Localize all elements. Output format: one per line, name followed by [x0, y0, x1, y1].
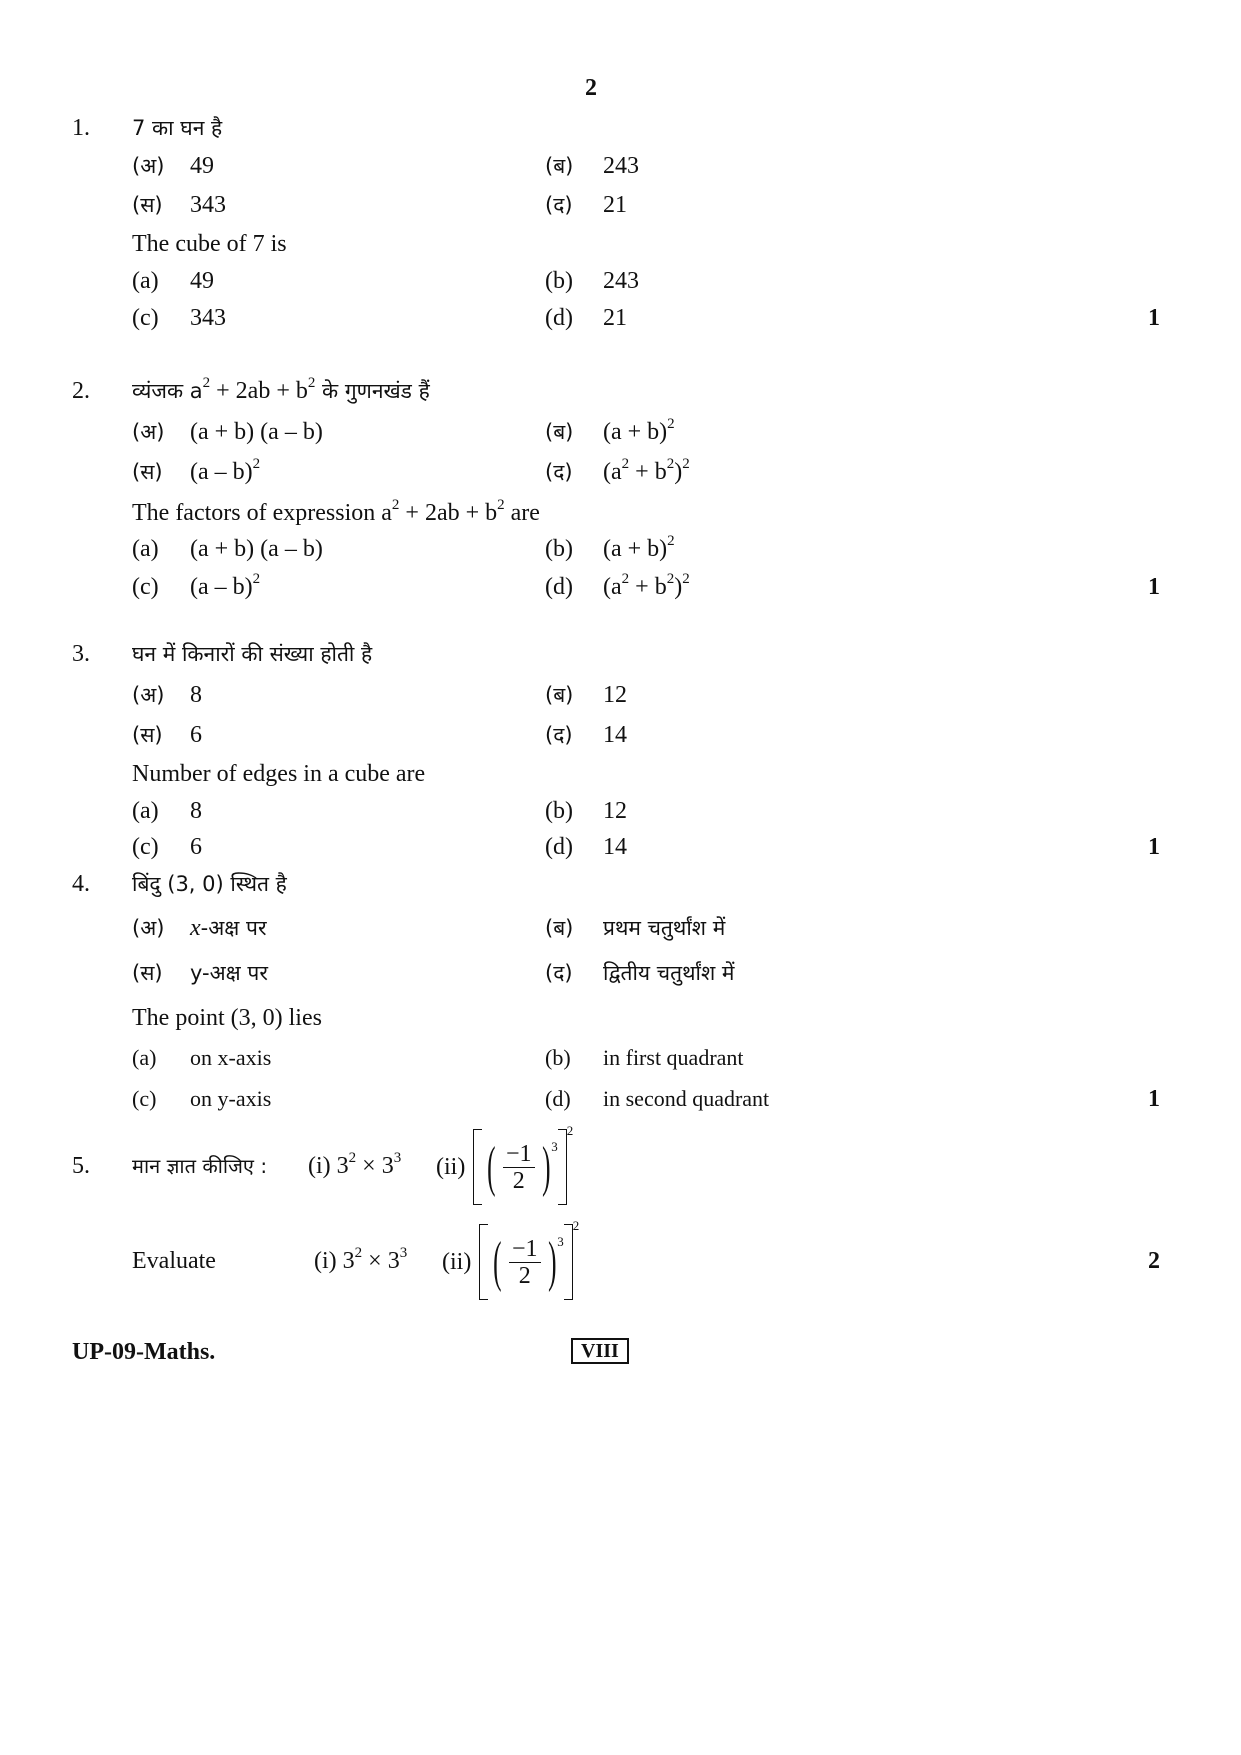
option-text: 21	[603, 192, 627, 218]
option-text: 21	[603, 305, 627, 331]
option-text: (a – b)$^2$	[190, 571, 261, 600]
option-label: (b)	[545, 268, 573, 294]
option-text: (a + b) (a – b)	[190, 419, 323, 445]
question-text-hindi: व्यंजक $a^2 + 2ab + b^2$ के गुणनखंड हैं	[132, 375, 430, 404]
part-i-expression: (i) $3^2 \times 3^3$	[308, 1150, 402, 1179]
marks: 1	[1148, 1086, 1160, 1112]
option-label: (c)	[132, 574, 159, 600]
option-text: 8	[190, 798, 202, 824]
question-text-hindi: बिंदु (3, 0) स्थित है	[132, 872, 287, 896]
left-bracket	[473, 1129, 482, 1205]
option-label: (d)	[545, 305, 573, 331]
marks: 1	[1148, 574, 1160, 600]
option-text: (a – b)$^2$	[190, 456, 261, 485]
option-text: 243	[603, 153, 639, 179]
option-label: (d)	[545, 834, 573, 860]
option-label: (द)	[545, 961, 573, 985]
option-text: x-अक्ष पर	[190, 915, 267, 941]
option-text: on x-axis	[190, 1045, 272, 1070]
option-label: (ब)	[545, 916, 574, 940]
question-number: 5.	[72, 1153, 90, 1179]
option-label: (a)	[132, 798, 159, 824]
option-label: (द)	[545, 723, 573, 747]
option-text: प्रथम चतुर्थांश में	[603, 916, 726, 940]
question-number: 3.	[72, 641, 90, 667]
option-label: (स)	[132, 193, 163, 217]
question-number: 1.	[72, 115, 90, 141]
fraction: $\frac{-1}{2}$	[503, 1141, 535, 1194]
marks: 2	[1148, 1248, 1160, 1274]
option-label: (a)	[132, 268, 159, 294]
option-text: 12	[603, 682, 627, 708]
left-paren: (	[493, 1231, 502, 1293]
option-label: (b)	[545, 798, 573, 824]
option-text: $(a^2 + b^2)^2$	[603, 571, 690, 600]
marks: 1	[1148, 834, 1160, 860]
option-text: in second quadrant	[603, 1086, 770, 1111]
left-paren: (	[487, 1136, 496, 1198]
marks: 1	[1148, 305, 1160, 331]
question-text-hindi: 7 का घन है	[132, 116, 223, 140]
option-text: 6	[190, 834, 202, 860]
question-text-english: Number of edges in a cube are	[132, 761, 426, 787]
question-text-english: Evaluate	[132, 1248, 216, 1274]
right-paren: )	[541, 1136, 551, 1198]
question-text-english: The cube of 7 is	[132, 231, 287, 257]
option-label: (c)	[132, 1086, 157, 1111]
option-text: 12	[603, 798, 627, 824]
option-label: (c)	[132, 834, 159, 860]
option-label: (ब)	[545, 420, 574, 444]
right-paren: )	[547, 1231, 557, 1293]
option-label: (ब)	[545, 154, 574, 178]
option-text: 49	[190, 153, 214, 179]
option-text: 49	[190, 268, 214, 294]
option-text: in first quadrant	[603, 1045, 744, 1070]
option-label: (a)	[132, 536, 159, 562]
option-label: (d)	[545, 1086, 571, 1111]
page-number: 2	[585, 75, 597, 101]
option-label: (ब)	[545, 683, 574, 707]
fraction: $\frac{-1}{2}$	[509, 1236, 541, 1289]
option-label: (स)	[132, 961, 163, 985]
option-label: (a)	[132, 1045, 157, 1070]
option-text: $(a^2 + b^2)^2$	[603, 456, 690, 485]
option-label: (अ)	[132, 683, 165, 707]
paper-code: UP-09-Maths.	[72, 1339, 216, 1365]
option-label: (स)	[132, 460, 163, 484]
option-label: (b)	[545, 536, 573, 562]
option-text: $(a + b)^2$	[603, 533, 675, 562]
option-label: (द)	[545, 193, 573, 217]
option-text: $(a + b)^2$	[603, 416, 675, 445]
option-text: on y-axis	[190, 1086, 272, 1111]
option-label: (b)	[545, 1045, 571, 1070]
question-text-hindi: मान ज्ञात कीजिए :	[132, 1154, 268, 1178]
question-text-english: The factors of expression $a^2 + 2ab + b^2$ are	[132, 497, 540, 526]
question-text-hindi: घन में किनारों की संख्या होती है	[132, 642, 373, 666]
right-bracket	[564, 1224, 573, 1300]
option-text: y-अक्ष पर	[190, 961, 268, 985]
class-badge: VIII	[571, 1338, 629, 1364]
part-i-expression: (i) $3^2 \times 3^3$	[314, 1245, 408, 1274]
option-label: (अ)	[132, 420, 165, 444]
option-label: (अ)	[132, 916, 165, 940]
left-bracket	[479, 1224, 488, 1300]
right-bracket	[558, 1129, 567, 1205]
option-label: (d)	[545, 574, 573, 600]
question-number: 2.	[72, 378, 90, 404]
option-text: (a + b) (a – b)	[190, 536, 323, 562]
option-text: 8	[190, 682, 202, 708]
part-ii-expression: (ii) ( $\frac{-1}{2}$ ) 3 2	[436, 1127, 573, 1207]
option-label: (द)	[545, 460, 573, 484]
option-text: 6	[190, 722, 202, 748]
option-text: 243	[603, 268, 639, 294]
question-number: 4.	[72, 871, 90, 897]
option-text: 14	[603, 834, 627, 860]
part-ii-expression: (ii) ( $\frac{-1}{2}$ ) 3 2	[442, 1222, 579, 1302]
option-label: (अ)	[132, 154, 165, 178]
option-label: (c)	[132, 305, 159, 331]
option-text: 14	[603, 722, 627, 748]
option-text: 343	[190, 192, 226, 218]
option-text: 343	[190, 305, 226, 331]
question-text-english: The point (3, 0) lies	[132, 1005, 322, 1031]
option-text: द्वितीय चतुर्थांश में	[603, 961, 735, 985]
option-label: (स)	[132, 723, 163, 747]
